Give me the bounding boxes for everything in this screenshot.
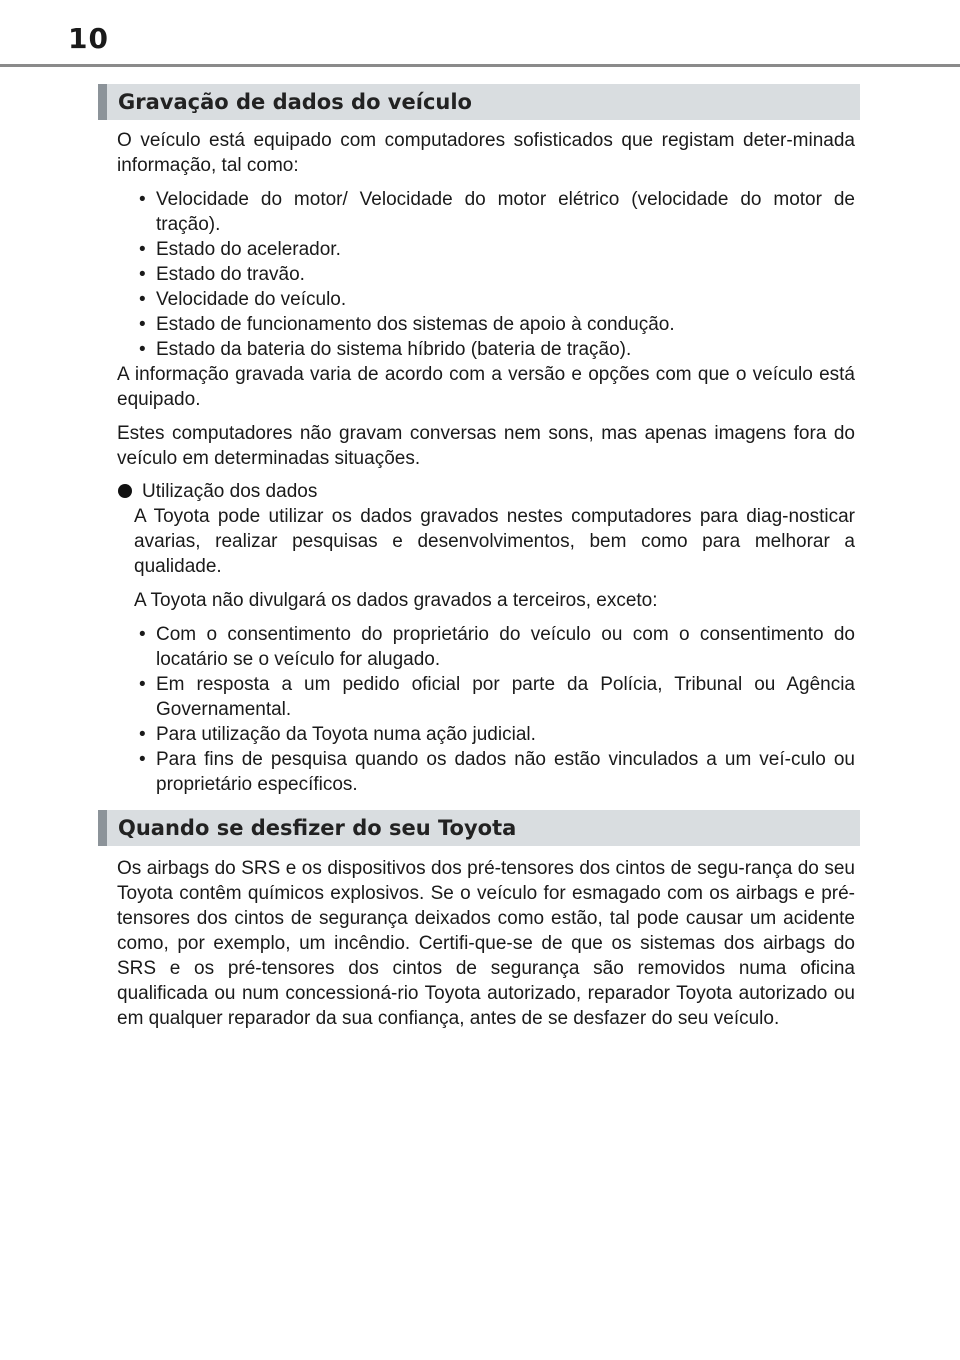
data-usage-block (117, 504, 855, 613)
page-number: 10 (68, 22, 109, 55)
list-item: • Com o consentimento do proprietário do veículo ou com o consentimento do locatário se o veículo for alugado. (117, 622, 855, 672)
list-item: • Para fins de pesquisa quando os dados não estão vinculados a um veí-culo ou proprietário específicos. (117, 747, 855, 797)
section-heading-data-recording: Gravação de dados do veículo (98, 84, 860, 120)
intro-paragraph: O veículo está equipado com computadores sofisticados que registam deter-minada informação, tal como: (117, 130, 855, 176)
list-item: • Estado da bateria do sistema híbrido (bateria de tração). (117, 337, 855, 362)
black-circle-icon (118, 484, 132, 498)
usage-paragraph: A Toyota pode utilizar os dados gravados nestes computadores para diag-nosticar avarias, realizar pesquisas e desenvolvimentos, bem como para melhorar a qualidade. (134, 506, 855, 577)
no-audio-paragraph: Estes computadores não gravam conversas nem sons, mas apenas imagens fora do veículo em determinadas situações. (117, 423, 855, 469)
list-item: • Velocidade do veículo. (117, 287, 855, 312)
section-heading-disposal: Quando se desfizer do seu Toyota (98, 810, 860, 846)
list-item: • Velocidade do motor/ Velocidade do motor elétrico (velocidade do motor de tração). (117, 187, 855, 237)
section-data-recording-body (117, 128, 855, 797)
header-rule (0, 64, 960, 67)
exceptions-list (117, 622, 855, 797)
sub-heading-label: Utilização dos dados (142, 481, 318, 502)
list-item: • Estado de funcionamento dos sistemas de apoio à condução. (117, 312, 855, 337)
disposal-paragraph: Os airbags do SRS e os dispositivos dos pré-tensores dos cintos de segu-rança do seu Toyota contêm químicos explosivos. Se o veículo for esmagado com os airbags e pré-tensores dos cintos de segurança deixados como estão, tal pode causar um acidente como, por exemplo, um incêndio. Certifi-que-se de que os sistemas dos airbags do SRS e os pré-tensores dos cintos de segurança são removidos numa oficina qualificada ou num concessioná-rio Toyota autorizado, reparador Toyota autorizado ou em qualquer reparador da sua confiança, antes de se desfazer do seu veículo. (117, 858, 855, 1029)
list-item: • Estado do acelerador. (117, 237, 855, 262)
sub-heading-data-usage (117, 479, 855, 504)
section-disposal-body (117, 856, 855, 1031)
list-item: • Estado do travão. (117, 262, 855, 287)
recorded-data-list (117, 187, 855, 362)
disclosure-paragraph: A Toyota não divulgará os dados gravados a terceiros, exceto: (134, 590, 658, 611)
list-item: • Em resposta a um pedido oficial por parte da Polícia, Tribunal ou Agência Governamental. (117, 672, 855, 722)
variation-paragraph: A informação gravada varia de acordo com a versão e opções com que o veículo está equipado. (117, 364, 855, 410)
list-item: • Para utilização da Toyota numa ação judicial. (117, 722, 855, 747)
